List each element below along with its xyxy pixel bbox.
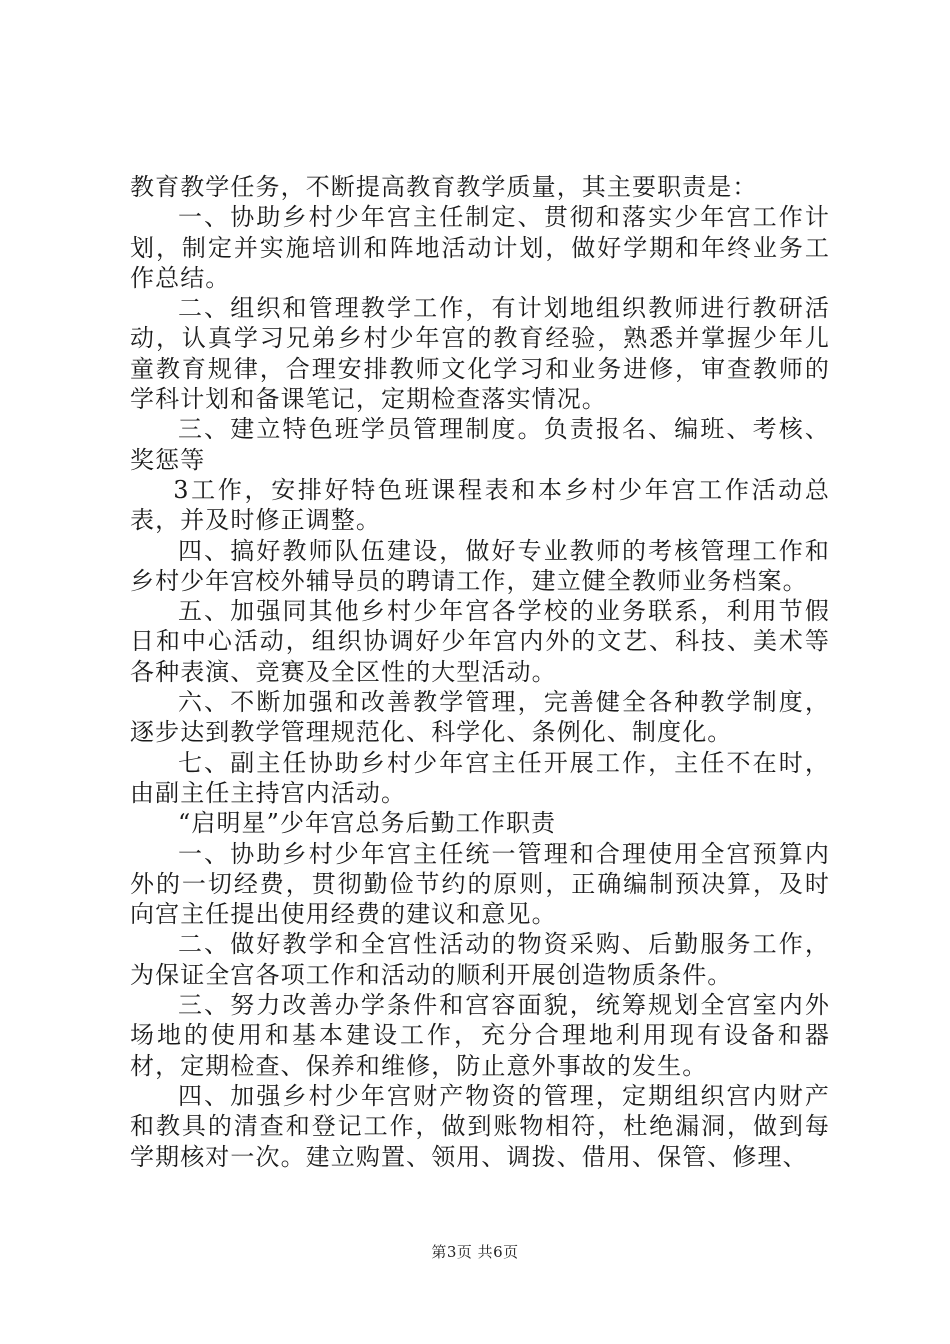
paragraph-logistics-1: 一、协助乡村少年宫主任统一管理和合理使用全宫预算内外的一切经费，贯彻勤俭节约的原则，正确编制预决算，及时向宫主任提出使用经费的建议和意见。 [130,839,830,929]
paragraph-duty-2: 二、组织和管理教学工作，有计划地组织教师进行教研活动，认真学习兄弟乡村少年宫的教育经验，熟悉并掌握少年儿童教育规律，合理安排教师文化学习和业务进修，审查教师的学科计划和备课笔记，定期检查落实情况。 [130,294,830,414]
document-body [130,172,830,1172]
page-number-footer: 第3页 共6页 [431,1243,519,1261]
paragraph-duty-7: 七、副主任协助乡村少年宫主任开展工作，主任不在时，由副主任主持宫内活动。 [130,748,830,807]
paragraph-duty-3: 三、建立特色班学员管理制度。负责报名、编班、考核、奖惩等 [130,415,830,474]
paragraph-logistics-3: 三、努力改善办学条件和宫容面貌，统筹规划全宫室内外场地的使用和基本建设工作，充分合理地利用现有设备和器材，定期检查、保养和维修，防止意外事故的发生。 [130,991,830,1080]
paragraph-logistics-2: 二、做好教学和全宫性活动的物资采购、后勤服务工作，为保证全宫各项工作和活动的顺利开展创造物质条件。 [130,930,830,989]
paragraph-logistics-4: 四、加强乡村少年宫财产物资的管理，定期组织宫内财产和教具的清查和登记工作，做到账物相符，杜绝漏洞，做到每学期核对一次。建立购置、领用、调拨、借用、保管、修理、 [130,1081,830,1171]
section-heading: “启明星”少年宫总务后勤工作职责 [178,809,557,838]
paragraph-duty-1: 一、协助乡村少年宫主任制定、贯彻和落实少年宫工作计划，制定并实施培训和阵地活动计划，做好学期和年终业务工作总结。 [130,203,830,292]
paragraph-duty-4: 四、搞好教师队伍建设，做好专业教师的考核管理工作和乡村少年宫校外辅导员的聘请工作，建立健全教师业务档案。 [130,536,830,595]
paragraph-intro: 教育教学任务，不断提高教育教学质量，其主要职责是： [130,173,758,201]
paragraph-duty-5: 五、加强同其他乡村少年宫各学校的业务联系，利用节假日和中心活动，组织协调好少年宫内外的文艺、科技、美术等各种表演、竞赛及全区性的大型活动。 [130,597,830,686]
paragraph-duty-6: 六、不断加强和改善教学管理，完善健全各种教学制度，逐步达到教学管理规范化、科学化、条例化、制度化。 [130,688,830,747]
paragraph-duty-3-continued: 3工作，安排好特色班课程表和本乡村少年宫工作活动总表，并及时修正调整。 [130,475,830,535]
